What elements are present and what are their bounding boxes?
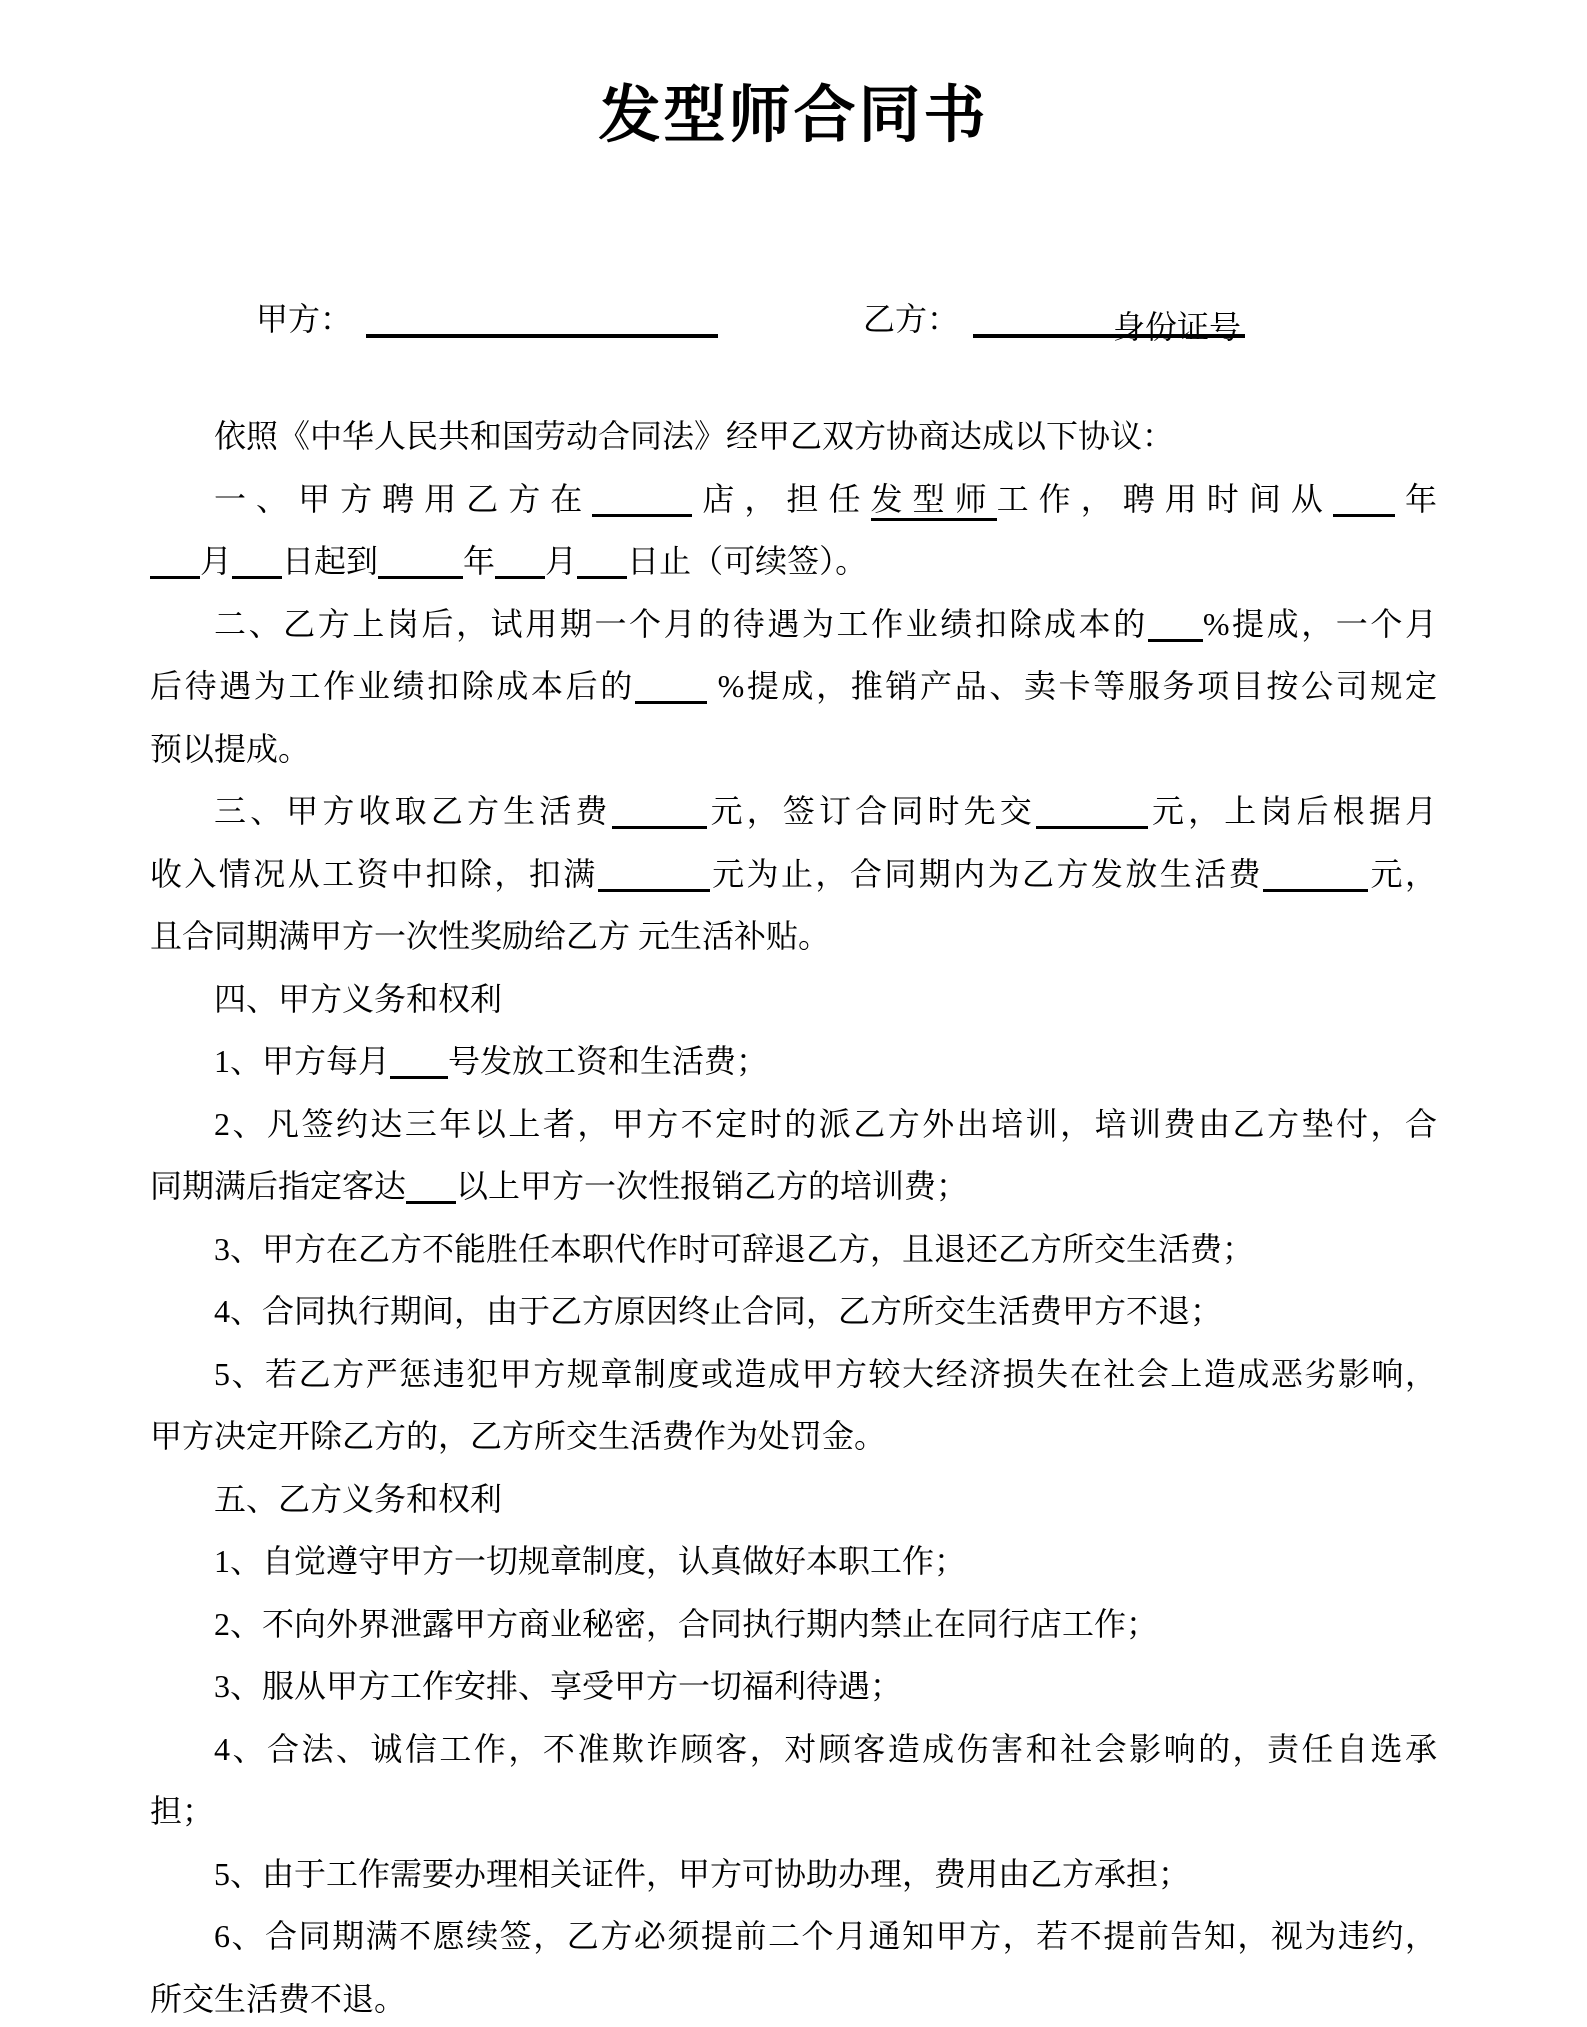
contract-line [150, 1155, 1437, 1218]
text-run: 元，签订合同时先交 [706, 793, 1036, 829]
text-run: 依照《中华人民共和国劳动合同法》经甲乙双方协商达成以下协议： [214, 418, 1175, 454]
text-run: 五、乙方义务和权利 [214, 1480, 503, 1517]
text-run: 月 [200, 543, 233, 579]
contract-line [150, 1030, 1437, 1093]
underlined-text: 发型师 [871, 481, 997, 521]
text-run: 3、甲方在乙方不能胜任本职代作时可辞退乙方，且退还乙方所交生活费； [214, 1230, 1255, 1267]
text-run: 月 [545, 543, 578, 579]
contract-line [150, 1343, 1437, 1406]
contract-line [150, 780, 1437, 843]
contract-line [150, 405, 1437, 468]
text-run: 年 [463, 543, 496, 579]
text-run: 同期满后指定客达 [150, 1168, 407, 1204]
fill-in-blank [1263, 862, 1368, 892]
text-run: 甲方决定开除乙方的，乙方所交生活费作为处罚金。 [150, 1418, 887, 1454]
party-a-label: 甲方： [256, 301, 353, 337]
contract-line [150, 468, 1437, 531]
text-run: 担； [150, 1793, 215, 1829]
contract-line [150, 530, 1437, 593]
party-b-id-blank [973, 304, 1245, 345]
fill-in-blank [592, 487, 692, 517]
text-run: 4、合同执行期间，由于乙方原因终止合同，乙方所交生活费甲方不退； [214, 1293, 1223, 1329]
contract-line [150, 1530, 1437, 1593]
document-title: 发型师合同书 [598, 82, 989, 150]
text-run: 以上甲方一次性报销乙方的培训费； [456, 1168, 969, 1204]
fill-in-blank [612, 799, 707, 829]
text-run: 元为止，合同期内为乙方发放生活费 [709, 855, 1264, 892]
fill-in-blank [406, 1174, 456, 1204]
party-a-name-blank [366, 304, 718, 338]
contract-line [150, 655, 1437, 718]
fill-in-blank [150, 549, 200, 579]
party-row [150, 296, 1437, 345]
text-run: 且合同期满甲方一次性奖励给乙方 元生活补贴。 [150, 918, 831, 954]
contract-line [150, 1905, 1437, 1968]
fill-in-blank [1333, 487, 1395, 517]
fill-in-blank [378, 549, 463, 579]
contract-line [150, 843, 1437, 906]
contract-line [150, 593, 1437, 656]
text-run: 4、合法、诚信工作，不准欺诈顾客，对顾客造成伤害和社会影响的，责任自选承 [214, 1730, 1437, 1767]
text-run: 收入情况从工资中扣除，扣满 [150, 855, 598, 892]
text-run: 三、甲方收取乙方生活费 [214, 793, 612, 829]
fill-in-blank [390, 1049, 448, 1079]
fill-in-blank [1148, 612, 1203, 642]
text-run: 工作，聘用时间从 [996, 480, 1333, 517]
text-run: 5、由于工作需要办理相关证件，甲方可协助办理，费用由乙方承担； [214, 1855, 1191, 1892]
contract-line [150, 968, 1437, 1031]
contract-line [150, 1405, 1437, 1468]
contract-line [150, 1780, 1437, 1843]
text-run: 预以提成。 [150, 730, 311, 767]
text-run: 1、自觉遵守甲方一切规章制度，认真做好本职工作； [214, 1543, 967, 1579]
fill-in-blank [577, 549, 627, 579]
contract-line [150, 1468, 1437, 1531]
fill-in-blank [1036, 799, 1148, 829]
contract-line [150, 905, 1437, 968]
text-run: 元， [1368, 855, 1437, 892]
contract-line [150, 1093, 1437, 1156]
text-run: %提成，推销产品、卖卡等服务项目按公司规定 [706, 668, 1437, 704]
contract-line [150, 1655, 1437, 1718]
text-run: 二、乙方上岗后，试用期一个月的待遇为工作业绩扣除成本的 [214, 605, 1148, 642]
text-run: 1、甲方每月 [214, 1043, 391, 1079]
contract-line [150, 718, 1437, 781]
text-run: 店，担任 [692, 480, 871, 517]
contract-line [150, 1218, 1437, 1281]
text-run: 后待遇为工作业绩扣除成本后的 [150, 668, 635, 704]
text-run: 6、合同期满不愿续签，乙方必须提前二个月通知甲方，若不提前告知，视为违约， [214, 1918, 1437, 1954]
text-run: 3、服从甲方工作安排、享受甲方一切福利待遇； [214, 1668, 903, 1704]
text-run: 日止（可续签）。 [627, 543, 868, 579]
text-run: 2、不向外界泄露甲方商业秘密，合同执行期内禁止在同行店工作； [214, 1605, 1159, 1642]
text-run: 日起到 [282, 543, 379, 579]
fill-in-blank [635, 674, 707, 704]
contract-line [150, 1593, 1437, 1656]
text-run: 元，上岗后根据月 [1147, 793, 1437, 829]
text-run: 四、甲方义务和权利 [214, 980, 503, 1017]
party-b-id-caption: 身份证号 [1113, 309, 1242, 345]
contract-line [150, 1968, 1437, 2027]
contract-body [150, 405, 1437, 2027]
fill-in-blank [495, 549, 545, 579]
text-run: 一、甲方聘用乙方在 [214, 480, 593, 517]
contract-line [150, 1280, 1437, 1343]
fill-in-blank [232, 549, 282, 579]
text-run: 所交生活费不退。 [150, 1980, 407, 2017]
party-b-label: 乙方： [863, 301, 960, 337]
text-run: 2、凡签约达三年以上者，甲方不定时的派乙方外出培训，培训费由乙方垫付，合 [214, 1105, 1437, 1142]
contract-line [150, 1843, 1437, 1906]
contract-line [150, 1718, 1437, 1781]
text-run: 年 [1394, 480, 1437, 517]
fill-in-blank [598, 862, 710, 892]
text-run: 号发放工资和生活费； [448, 1043, 769, 1079]
text-run: 5、若乙方严惩违犯甲方规章制度或造成甲方较大经济损失在社会上造成恶劣影响， [214, 1355, 1437, 1392]
text-run: %提成，一个月 [1202, 605, 1437, 642]
